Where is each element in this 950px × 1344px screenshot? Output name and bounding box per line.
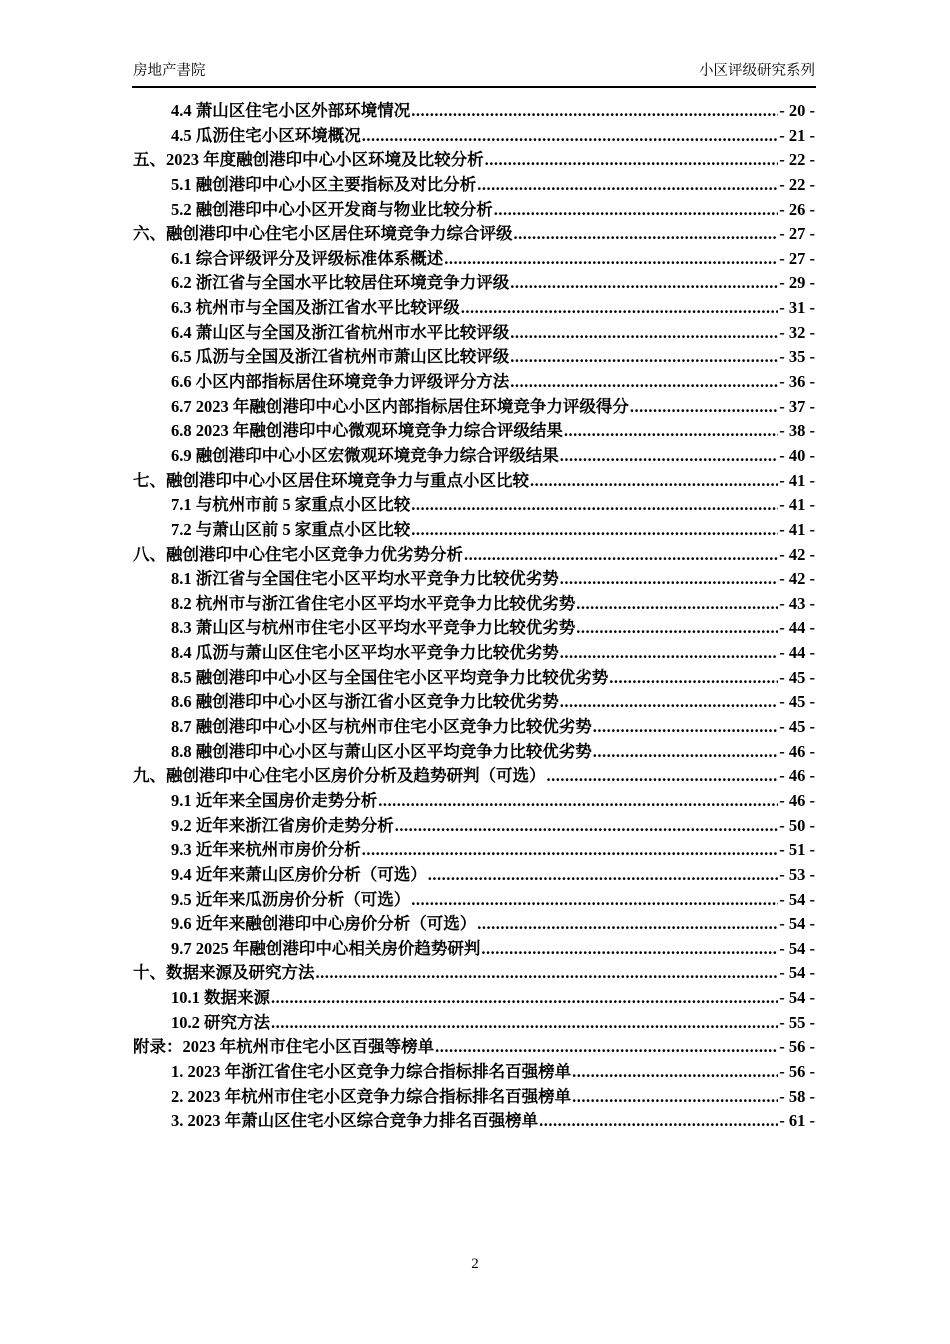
toc-entry-page: - 41 - bbox=[779, 495, 815, 515]
toc-entry-title: 6.1 综合评级评分及评级标准体系概述 bbox=[171, 248, 444, 268]
toc-entry-title: 9.3 近年来杭州市房价分析 bbox=[171, 840, 361, 860]
dot-leader bbox=[576, 592, 778, 617]
toc-entry[interactable] bbox=[133, 321, 815, 346]
toc-entry-page: - 54 - bbox=[779, 914, 815, 934]
toc-entry-page: - 46 - bbox=[779, 741, 815, 761]
toc-entry[interactable] bbox=[133, 715, 815, 740]
toc-entry-title: 6.6 小区内部指标居住环境竞争力评级评分方法 bbox=[171, 372, 510, 392]
toc-entry[interactable] bbox=[133, 838, 815, 863]
toc-entry[interactable] bbox=[133, 148, 815, 173]
toc-entry-title: 6.4 萧山区与全国及浙江省杭州市水平比较评级 bbox=[171, 322, 510, 342]
dot-leader bbox=[477, 912, 778, 937]
toc-entry[interactable] bbox=[133, 395, 815, 420]
page-header bbox=[133, 59, 815, 80]
toc-entry-page: - 41 - bbox=[779, 519, 815, 539]
toc-entry-title: 八、融创港印中心住宅小区竞争力优劣势分析 bbox=[133, 544, 463, 564]
toc-entry[interactable] bbox=[133, 493, 815, 518]
toc-entry[interactable] bbox=[133, 1085, 815, 1110]
toc-entry-title: 6.9 融创港印中心小区宏微观环境竞争力综合评级结果 bbox=[171, 445, 559, 465]
dot-leader bbox=[362, 838, 779, 863]
toc-entry-title: 2. 2023 年杭州市住宅小区竞争力综合指标排名百强榜单 bbox=[171, 1086, 572, 1106]
toc-entry-page: - 38 - bbox=[779, 421, 815, 441]
toc-entry-page: - 46 - bbox=[779, 766, 815, 786]
dot-leader bbox=[630, 395, 778, 420]
toc-entry-title: 6.8 2023 年融创港印中心微观环境竞争力综合评级结果 bbox=[171, 421, 563, 441]
toc-entry-title: 6.7 2023 年融创港印中心小区内部指标居住环境竞争力评级得分 bbox=[171, 396, 629, 416]
toc-entry-title: 8.3 萧山区与杭州市住宅小区平均水平竞争力比较优劣势 bbox=[171, 618, 576, 638]
toc-entry[interactable] bbox=[133, 961, 815, 986]
toc-entry[interactable] bbox=[133, 567, 815, 592]
header-left-title: 房地产書院 bbox=[133, 63, 206, 79]
dot-leader bbox=[428, 863, 779, 888]
dot-leader bbox=[411, 518, 778, 543]
toc-entry[interactable] bbox=[133, 666, 815, 691]
toc-entry-page: - 37 - bbox=[779, 396, 815, 416]
toc-entry[interactable] bbox=[133, 912, 815, 937]
toc-entry[interactable] bbox=[133, 173, 815, 198]
dot-leader bbox=[560, 641, 779, 666]
toc-entry-page: - 27 - bbox=[779, 224, 815, 244]
toc-entry-page: - 51 - bbox=[779, 840, 815, 860]
toc-entry-title: 10.1 数据来源 bbox=[171, 988, 270, 1008]
toc-entry-page: - 21 - bbox=[779, 125, 815, 145]
dot-leader bbox=[435, 1035, 778, 1060]
toc-entry-title: 10.2 研究方法 bbox=[171, 1012, 270, 1032]
toc-entry-title: 8.5 融创港印中心小区与全国住宅小区平均竞争力比较优劣势 bbox=[171, 667, 609, 687]
toc-entry[interactable] bbox=[133, 937, 815, 962]
dot-leader bbox=[481, 937, 778, 962]
toc-entry-title: 六、融创港印中心住宅小区居住环境竞争力综合评级 bbox=[133, 224, 513, 244]
dot-leader bbox=[514, 222, 779, 247]
toc-entry[interactable] bbox=[133, 1011, 815, 1036]
toc-entry-title: 5.2 融创港印中心小区开发商与物业比较分析 bbox=[171, 199, 493, 219]
toc-entry-title: 8.6 融创港印中心小区与浙江省小区竞争力比较优劣势 bbox=[171, 692, 559, 712]
dot-leader bbox=[316, 961, 779, 986]
toc-entry-page: - 26 - bbox=[779, 199, 815, 219]
toc-entry[interactable] bbox=[133, 1060, 815, 1085]
dot-leader bbox=[576, 616, 778, 641]
dot-leader bbox=[593, 740, 779, 765]
toc-entry-title: 3. 2023 年萧山区住宅小区综合竞争力排名百强榜单 bbox=[171, 1111, 539, 1131]
toc-entry-page: - 22 - bbox=[779, 150, 815, 170]
toc-entry-page: - 42 - bbox=[779, 544, 815, 564]
toc-entry[interactable] bbox=[133, 690, 815, 715]
dot-leader bbox=[572, 1085, 778, 1110]
toc-entry-page: - 35 - bbox=[779, 347, 815, 367]
dot-leader bbox=[378, 789, 778, 814]
toc-entry-page: - 46 - bbox=[779, 790, 815, 810]
header-right-title: 小区评级研究系列 bbox=[699, 63, 815, 79]
toc-entry[interactable] bbox=[133, 469, 815, 494]
toc-entry-page: - 41 - bbox=[779, 470, 815, 490]
dot-leader bbox=[510, 321, 778, 346]
toc-entry[interactable] bbox=[133, 789, 815, 814]
toc-entry[interactable] bbox=[133, 247, 815, 272]
dot-leader bbox=[609, 666, 778, 691]
toc-entry[interactable] bbox=[133, 99, 815, 124]
toc-entry-title: 9.2 近年来浙江省房价走势分析 bbox=[171, 815, 394, 835]
toc-entry-title: 9.7 2025 年融创港印中心相关房价趋势研判 bbox=[171, 938, 481, 958]
toc-entry-title: 8.8 融创港印中心小区与萧山区小区平均竞争力比较优劣势 bbox=[171, 741, 592, 761]
dot-leader bbox=[547, 764, 779, 789]
toc-entry[interactable] bbox=[133, 345, 815, 370]
toc-entry[interactable] bbox=[133, 296, 815, 321]
toc-entry[interactable] bbox=[133, 444, 815, 469]
dot-leader bbox=[564, 419, 778, 444]
toc-entry-page: - 22 - bbox=[779, 174, 815, 194]
dot-leader bbox=[530, 469, 778, 494]
dot-leader bbox=[510, 345, 778, 370]
toc-entry[interactable] bbox=[133, 641, 815, 666]
toc-entry-title: 8.1 浙江省与全国住宅小区平均水平竞争力比较优劣势 bbox=[171, 569, 559, 589]
toc-entry-page: - 32 - bbox=[779, 322, 815, 342]
toc-entry[interactable] bbox=[133, 271, 815, 296]
toc-entry[interactable] bbox=[133, 814, 815, 839]
toc-entry-page: - 27 - bbox=[779, 248, 815, 268]
toc-entry-title: 7.2 与萧山区前 5 家重点小区比较 bbox=[171, 519, 411, 539]
dot-leader bbox=[444, 247, 778, 272]
toc-entry-title: 9.6 近年来融创港印中心房价分析（可选） bbox=[171, 914, 477, 934]
toc-entry-title: 8.4 瓜沥与萧山区住宅小区平均水平竞争力比较优劣势 bbox=[171, 643, 559, 663]
toc-entry[interactable] bbox=[133, 740, 815, 765]
toc-entry[interactable] bbox=[133, 764, 815, 789]
toc-entry-title: 8.7 融创港印中心小区与杭州市住宅小区竞争力比较优劣势 bbox=[171, 717, 592, 737]
dot-leader bbox=[411, 888, 778, 913]
toc-entry-title: 4.5 瓜沥住宅小区环境概况 bbox=[171, 125, 361, 145]
toc-entry-page: - 45 - bbox=[779, 667, 815, 687]
toc-entry-page: - 36 - bbox=[779, 372, 815, 392]
toc-entry-title: 1. 2023 年浙江省住宅小区竞争力综合指标排名百强榜单 bbox=[171, 1061, 572, 1081]
toc-entry-title: 十、数据来源及研究方法 bbox=[133, 963, 315, 983]
dot-leader bbox=[494, 198, 779, 223]
dot-leader bbox=[539, 1109, 778, 1134]
toc-entry-title: 九、融创港印中心住宅小区房价分析及趋势研判（可选） bbox=[133, 766, 546, 786]
toc-entry[interactable] bbox=[133, 592, 815, 617]
dot-leader bbox=[271, 1011, 778, 1036]
toc-entry[interactable] bbox=[133, 518, 815, 543]
toc-entry[interactable] bbox=[133, 543, 815, 568]
toc-entry[interactable] bbox=[133, 1035, 815, 1060]
toc-entry-title: 6.2 浙江省与全国水平比较居住环境竞争力评级 bbox=[171, 273, 510, 293]
page-number: 2 bbox=[471, 1256, 479, 1272]
dot-leader bbox=[477, 173, 778, 198]
toc-entry-page: - 31 - bbox=[779, 298, 815, 318]
dot-leader bbox=[485, 148, 779, 173]
toc-entry-title: 4.4 萧山区住宅小区外部环境情况 bbox=[171, 101, 411, 120]
dot-leader bbox=[395, 814, 779, 839]
toc-entry-page: - 54 - bbox=[779, 963, 815, 983]
toc-entry-page: - 54 - bbox=[779, 988, 815, 1008]
toc-entry[interactable] bbox=[133, 616, 815, 641]
toc-entry[interactable] bbox=[133, 198, 815, 223]
toc-entry-page: - 44 - bbox=[779, 643, 815, 663]
toc-entry-page: - 40 - bbox=[779, 445, 815, 465]
dot-leader bbox=[572, 1060, 778, 1085]
toc-entry[interactable] bbox=[133, 1109, 815, 1134]
toc-entry-page: - 44 - bbox=[779, 618, 815, 638]
dot-leader bbox=[411, 493, 778, 518]
toc-entry-page: - 20 - bbox=[779, 101, 815, 120]
dot-leader bbox=[560, 690, 779, 715]
dot-leader bbox=[560, 567, 779, 592]
toc-entry-page: - 50 - bbox=[779, 815, 815, 835]
toc-entry[interactable] bbox=[133, 370, 815, 395]
toc-entry-page: - 56 - bbox=[779, 1037, 815, 1057]
toc-entry-page: - 42 - bbox=[779, 569, 815, 589]
toc-entry-title: 5.1 融创港印中心小区主要指标及对比分析 bbox=[171, 174, 477, 194]
toc-entry-title: 8.2 杭州市与浙江省住宅小区平均水平竞争力比较优劣势 bbox=[171, 593, 576, 613]
toc-entry-title: 6.3 杭州市与全国及浙江省水平比较评级 bbox=[171, 298, 460, 318]
dot-leader bbox=[411, 99, 778, 124]
page-footer bbox=[0, 1256, 950, 1273]
header-rule bbox=[132, 86, 816, 88]
toc-entry-title: 五、2023 年度融创港印中心小区环境及比较分析 bbox=[133, 150, 484, 170]
dot-leader bbox=[362, 124, 779, 149]
toc-entry-title: 七、融创港印中心小区居住环境竞争力与重点小区比较 bbox=[133, 470, 529, 490]
dot-leader bbox=[271, 986, 778, 1011]
dot-leader bbox=[464, 543, 778, 568]
toc-entry-page: - 58 - bbox=[779, 1086, 815, 1106]
toc-entry-page: - 29 - bbox=[779, 273, 815, 293]
toc-entry[interactable] bbox=[133, 986, 815, 1011]
toc-entry-page: - 45 - bbox=[779, 717, 815, 737]
toc-entry-page: - 54 - bbox=[779, 889, 815, 909]
toc-entry[interactable] bbox=[133, 124, 815, 149]
toc-entry-page: - 53 - bbox=[779, 864, 815, 884]
toc-entry[interactable] bbox=[133, 888, 815, 913]
toc-entry[interactable] bbox=[133, 863, 815, 888]
toc-entry-title: 7.1 与杭州市前 5 家重点小区比较 bbox=[171, 495, 411, 515]
toc-entry-page: - 45 - bbox=[779, 692, 815, 712]
toc-entry-title: 6.5 瓜沥与全国及浙江省杭州市萧山区比较评级 bbox=[171, 347, 510, 367]
toc-entry-page: - 54 - bbox=[779, 938, 815, 958]
toc-entry-title: 9.4 近年来萧山区房价分析（可选） bbox=[171, 864, 427, 884]
toc-entry[interactable] bbox=[133, 222, 815, 247]
toc-entry-title: 9.5 近年来瓜沥房价分析（可选） bbox=[171, 889, 411, 909]
toc-entry-page: - 61 - bbox=[779, 1111, 815, 1131]
toc-entry-title: 9.1 近年来全国房价走势分析 bbox=[171, 790, 378, 810]
dot-leader bbox=[510, 370, 778, 395]
dot-leader bbox=[560, 444, 779, 469]
toc-entry-page: - 43 - bbox=[779, 593, 815, 613]
toc-entry-page: - 56 - bbox=[779, 1061, 815, 1081]
table-of-contents bbox=[133, 99, 815, 1134]
toc-entry[interactable] bbox=[133, 419, 815, 444]
dot-leader bbox=[510, 271, 778, 296]
dot-leader bbox=[593, 715, 779, 740]
toc-entry-title: 附录：2023 年杭州市住宅小区百强等榜单 bbox=[133, 1037, 435, 1057]
dot-leader bbox=[461, 296, 779, 321]
toc-entry-page: - 55 - bbox=[779, 1012, 815, 1032]
